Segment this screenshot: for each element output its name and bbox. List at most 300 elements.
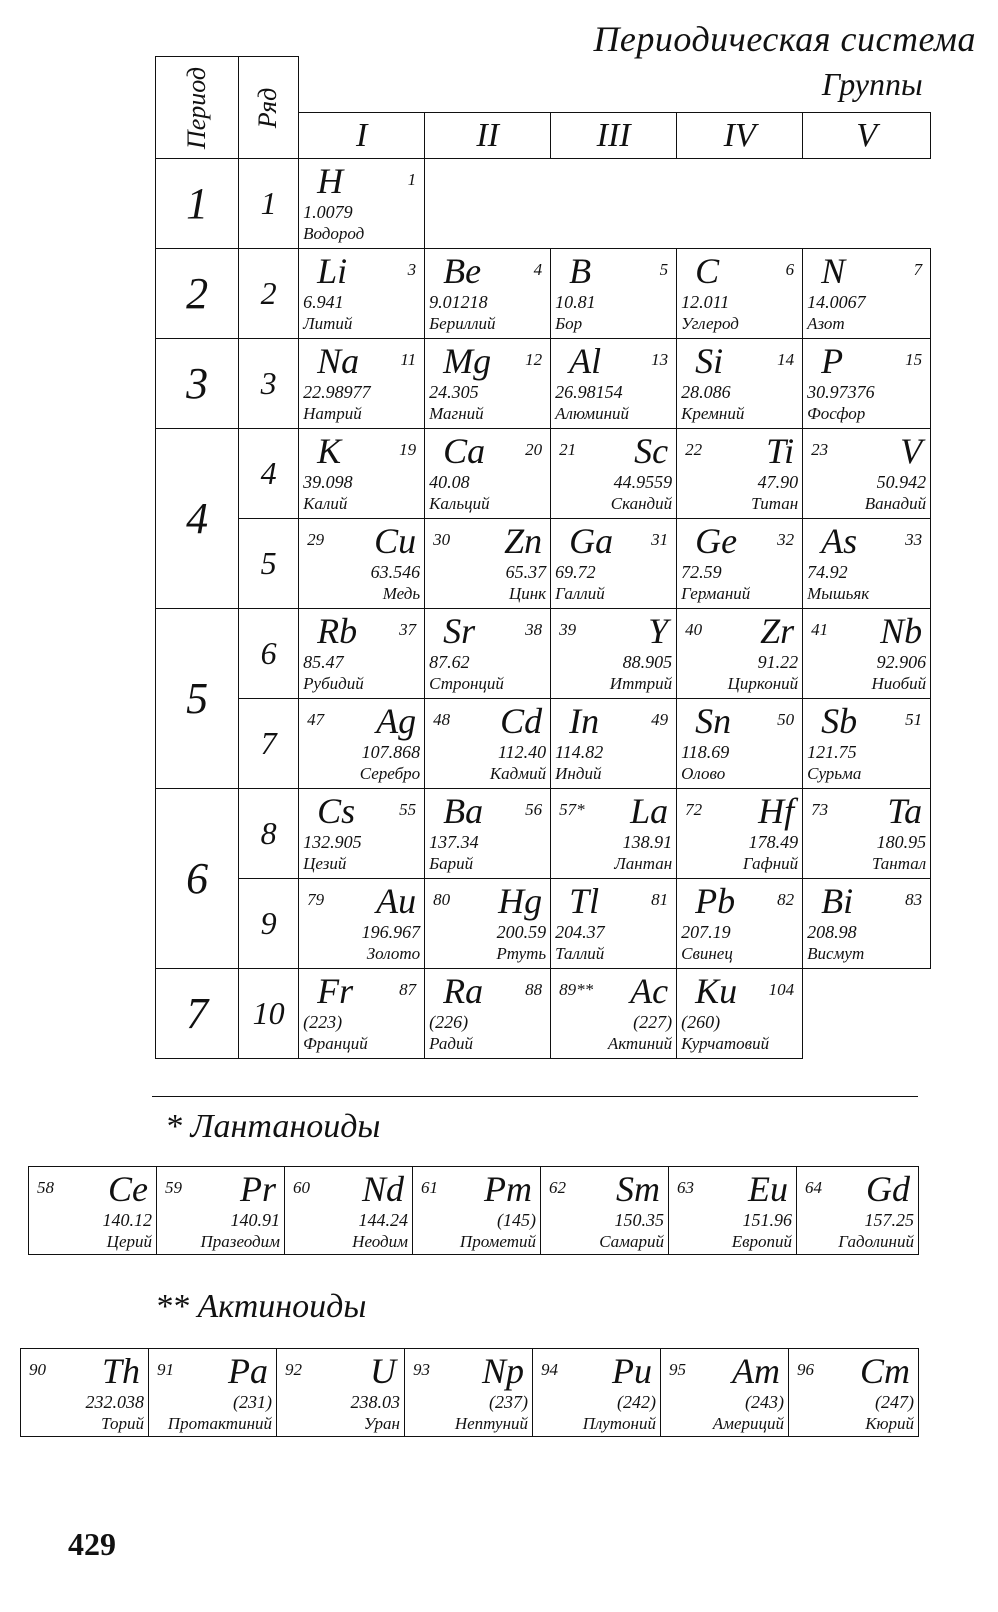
element-name: Цирконий bbox=[727, 674, 799, 693]
element-name: Титан bbox=[751, 494, 799, 513]
atomic-number: 19 bbox=[399, 440, 417, 459]
element-cell bbox=[29, 1167, 157, 1255]
element-name: Олово bbox=[681, 764, 726, 783]
element-name: Алюминий bbox=[555, 404, 630, 423]
atomic-number: 60 bbox=[293, 1178, 310, 1197]
period-number: 1 bbox=[156, 159, 239, 249]
lanthanides-title: * Лантаноиды bbox=[165, 1108, 381, 1145]
element-symbol: Pr bbox=[240, 1169, 276, 1209]
element-symbol: Th bbox=[101, 1351, 140, 1391]
period-number: 2 bbox=[156, 249, 239, 339]
atomic-mass: 72.59 bbox=[681, 562, 722, 582]
period-number: 3 bbox=[156, 339, 239, 429]
atomic-mass: 22.98977 bbox=[303, 382, 371, 402]
element-symbol: Li bbox=[317, 251, 348, 291]
element-name: Индий bbox=[555, 764, 602, 783]
element-cell bbox=[425, 699, 551, 789]
element-symbol: Eu bbox=[748, 1169, 788, 1209]
element-name: Скандий bbox=[610, 494, 673, 513]
table-row bbox=[156, 159, 931, 249]
element-symbol: Si bbox=[695, 341, 724, 381]
element-cell bbox=[21, 1349, 149, 1437]
element-cell bbox=[425, 429, 551, 519]
element-symbol: Sc bbox=[634, 431, 669, 471]
atomic-mass: 138.91 bbox=[622, 832, 673, 852]
table-row bbox=[156, 789, 931, 879]
element-name: Рубидий bbox=[303, 674, 364, 693]
atomic-mass: 30.97376 bbox=[807, 382, 875, 402]
element-symbol: Sr bbox=[443, 611, 476, 651]
element-name: Кальций bbox=[429, 494, 490, 513]
atomic-mass: 196.967 bbox=[361, 922, 421, 942]
atomic-mass: 65.37 bbox=[505, 562, 547, 582]
element-name: Бериллий bbox=[429, 314, 496, 333]
element-symbol: Zn bbox=[504, 521, 543, 561]
element-name: Ванадий bbox=[864, 494, 927, 513]
element-symbol: Gd bbox=[866, 1169, 910, 1209]
element-cell bbox=[677, 339, 803, 429]
atomic-mass: 10.81 bbox=[555, 292, 596, 312]
atomic-number: 80 bbox=[433, 890, 451, 909]
group-label: III bbox=[551, 113, 677, 159]
element-name: Натрий bbox=[303, 404, 362, 423]
element-name: Америций bbox=[712, 1414, 784, 1433]
element-symbol: Ce bbox=[108, 1169, 148, 1209]
element-cell bbox=[803, 789, 931, 879]
atomic-number: 73 bbox=[811, 800, 829, 819]
element-name: Кремний bbox=[681, 404, 745, 423]
element-cell bbox=[677, 699, 803, 789]
divider bbox=[152, 1096, 918, 1097]
period-header: Период bbox=[156, 57, 239, 159]
element-cell bbox=[299, 429, 425, 519]
element-symbol: Mg bbox=[443, 341, 492, 381]
atomic-number: 93 bbox=[413, 1360, 430, 1379]
row-number: 5 bbox=[239, 519, 299, 609]
element-cell bbox=[803, 249, 931, 339]
element-name: Водород bbox=[303, 224, 365, 243]
element-name: Плутоний bbox=[582, 1414, 656, 1433]
atomic-number: 59 bbox=[165, 1178, 182, 1197]
table-row bbox=[156, 339, 931, 429]
atomic-number: 83 bbox=[905, 890, 923, 909]
element-symbol: Na bbox=[317, 341, 360, 381]
element-name: Курчатовий bbox=[681, 1034, 770, 1053]
element-cell bbox=[425, 789, 551, 879]
atomic-mass: 69.72 bbox=[555, 562, 596, 582]
atomic-number: 23 bbox=[811, 440, 829, 459]
element-cell bbox=[425, 969, 551, 1059]
atomic-mass: 207.19 bbox=[681, 922, 731, 942]
element-name: Празеодим bbox=[200, 1232, 280, 1251]
element-symbol: Ag bbox=[376, 701, 417, 741]
atomic-mass: 26.98154 bbox=[555, 382, 623, 402]
element-symbol: Hg bbox=[498, 881, 543, 921]
atomic-mass: 107.868 bbox=[361, 742, 421, 762]
table-row bbox=[156, 879, 931, 969]
atomic-mass: 208.98 bbox=[807, 922, 857, 942]
empty-area bbox=[803, 969, 931, 1059]
table-row bbox=[156, 429, 931, 519]
element-symbol: Cs bbox=[317, 791, 356, 831]
atomic-number: 92 bbox=[285, 1360, 302, 1379]
atomic-mass: 63.546 bbox=[370, 562, 421, 582]
atomic-number: 88 bbox=[525, 980, 543, 999]
table-row bbox=[156, 609, 931, 699]
row-number: 4 bbox=[239, 429, 299, 519]
atomic-number: 6 bbox=[785, 260, 795, 279]
atomic-number: 20 bbox=[525, 440, 543, 459]
element-cell bbox=[299, 879, 425, 969]
element-symbol: Pu bbox=[612, 1351, 652, 1391]
row-number: 9 bbox=[239, 879, 299, 969]
element-name: Торий bbox=[101, 1414, 144, 1433]
element-name: Золото bbox=[366, 944, 421, 963]
element-name: Цинк bbox=[508, 584, 547, 603]
atomic-mass: 151.96 bbox=[742, 1210, 792, 1230]
element-symbol: Au bbox=[376, 881, 417, 921]
atomic-number: 48 bbox=[433, 710, 451, 729]
lanthanides-table bbox=[28, 1166, 919, 1255]
atomic-mass: 232.038 bbox=[85, 1392, 144, 1412]
element-name: Самарий bbox=[599, 1232, 664, 1251]
atomic-mass: (237) bbox=[489, 1392, 528, 1412]
atomic-mass: (242) bbox=[617, 1392, 656, 1412]
atomic-number: 51 bbox=[905, 710, 923, 729]
period-number: 7 bbox=[156, 969, 239, 1059]
element-cell bbox=[551, 969, 677, 1059]
atomic-number: 7 bbox=[913, 260, 923, 279]
element-cell bbox=[299, 789, 425, 879]
element-symbol: Nb bbox=[880, 611, 923, 651]
atomic-number: 33 bbox=[905, 530, 923, 549]
element-symbol: Ta bbox=[887, 791, 923, 831]
element-cell bbox=[551, 879, 677, 969]
element-cell bbox=[299, 699, 425, 789]
element-symbol: Tl bbox=[569, 881, 600, 921]
element-cell bbox=[677, 429, 803, 519]
element-cell bbox=[425, 609, 551, 699]
atomic-number: 50 bbox=[777, 710, 795, 729]
element-cell bbox=[677, 249, 803, 339]
atomic-mass: 132.905 bbox=[303, 832, 362, 852]
element-name: Гафний bbox=[742, 854, 799, 873]
row-number: 7 bbox=[239, 699, 299, 789]
atomic-number: 56 bbox=[525, 800, 543, 819]
element-name: Кадмий bbox=[489, 764, 547, 783]
group-label: II bbox=[425, 113, 551, 159]
atomic-mass: 1.0079 bbox=[303, 202, 353, 222]
atomic-mass: 14.0067 bbox=[807, 292, 866, 312]
element-name: Калий bbox=[303, 494, 348, 513]
element-cell bbox=[551, 699, 677, 789]
element-name: Литий bbox=[303, 314, 353, 333]
atomic-number: 62 bbox=[549, 1178, 566, 1197]
actinides-table bbox=[20, 1348, 919, 1437]
atomic-number: 40 bbox=[685, 620, 703, 639]
element-cell bbox=[299, 159, 425, 249]
atomic-mass: 74.92 bbox=[807, 562, 848, 582]
atomic-number: 5 bbox=[659, 260, 669, 279]
element-symbol: La bbox=[630, 791, 669, 831]
element-name: Стронций bbox=[429, 674, 504, 693]
atomic-mass: (231) bbox=[233, 1392, 272, 1412]
element-name: Серебро bbox=[359, 764, 421, 783]
element-symbol: Pb bbox=[695, 881, 736, 921]
element-cell bbox=[803, 609, 931, 699]
atomic-mass: 137.34 bbox=[429, 832, 479, 852]
element-symbol: N bbox=[821, 251, 846, 291]
element-cell bbox=[533, 1349, 661, 1437]
element-cell bbox=[551, 519, 677, 609]
element-name: Тантал bbox=[871, 854, 927, 873]
element-cell bbox=[299, 249, 425, 339]
periodic-table bbox=[155, 56, 931, 1059]
atomic-number: 11 bbox=[400, 350, 417, 369]
table-row bbox=[156, 969, 931, 1059]
element-symbol: Be bbox=[443, 251, 482, 291]
atomic-mass: 92.906 bbox=[876, 652, 927, 672]
element-name: Актиний bbox=[607, 1034, 673, 1053]
atomic-number: 81 bbox=[651, 890, 669, 909]
atomic-number: 63 bbox=[677, 1178, 694, 1197]
atomic-mass: 44.9559 bbox=[613, 472, 673, 492]
atomic-number: 57* bbox=[559, 800, 585, 819]
atomic-number: 61 bbox=[421, 1178, 438, 1197]
element-name: Углерод bbox=[681, 314, 739, 333]
element-symbol: U bbox=[370, 1351, 396, 1391]
atomic-number: 32 bbox=[777, 530, 795, 549]
element-symbol: Ba bbox=[443, 791, 484, 831]
row-number: 1 bbox=[239, 159, 299, 249]
element-name: Медь bbox=[382, 584, 421, 603]
atomic-mass: (145) bbox=[497, 1210, 536, 1230]
element-name: Кюрий bbox=[865, 1414, 914, 1433]
element-symbol: Rb bbox=[317, 611, 358, 651]
row-number: 8 bbox=[239, 789, 299, 879]
atomic-number: 72 bbox=[685, 800, 703, 819]
element-symbol: Nd bbox=[361, 1169, 404, 1209]
row-number: 3 bbox=[239, 339, 299, 429]
atomic-number: 49 bbox=[651, 710, 669, 729]
atomic-number: 39 bbox=[559, 620, 577, 639]
atomic-mass: 180.95 bbox=[876, 832, 927, 852]
atomic-number: 31 bbox=[651, 530, 669, 549]
element-symbol: V bbox=[900, 431, 923, 471]
atomic-mass: (260) bbox=[681, 1012, 721, 1032]
element-symbol: Np bbox=[481, 1351, 524, 1391]
element-name: Свинец bbox=[681, 944, 733, 963]
atomic-mass: 88.905 bbox=[622, 652, 673, 672]
atomic-number: 38 bbox=[525, 620, 543, 639]
atomic-number: 87 bbox=[399, 980, 417, 999]
element-name: Фосфор bbox=[807, 404, 866, 423]
element-symbol: Ku bbox=[695, 971, 738, 1011]
element-symbol: K bbox=[317, 431, 342, 471]
atomic-mass: 140.91 bbox=[230, 1210, 280, 1230]
element-name: Уран bbox=[363, 1414, 400, 1433]
element-symbol: Am bbox=[732, 1351, 780, 1391]
element-name: Неодим bbox=[352, 1232, 408, 1251]
element-cell bbox=[669, 1167, 797, 1255]
element-cell bbox=[677, 519, 803, 609]
element-cell bbox=[677, 789, 803, 879]
atomic-number: 96 bbox=[797, 1360, 814, 1379]
element-name: Таллий bbox=[555, 944, 605, 963]
element-symbol: Hf bbox=[758, 791, 795, 831]
element-cell bbox=[425, 249, 551, 339]
group-label: V bbox=[803, 113, 931, 159]
atomic-mass: 121.75 bbox=[807, 742, 857, 762]
element-symbol: As bbox=[821, 521, 858, 561]
element-cell bbox=[299, 969, 425, 1059]
atomic-mass: 238.03 bbox=[350, 1392, 400, 1412]
atomic-mass: 204.37 bbox=[555, 922, 605, 942]
atomic-number: 22 bbox=[685, 440, 703, 459]
atomic-mass: 178.49 bbox=[748, 832, 799, 852]
element-cell bbox=[803, 699, 931, 789]
element-symbol: Ac bbox=[630, 971, 669, 1011]
table-row bbox=[156, 519, 931, 609]
row-number: 10 bbox=[239, 969, 299, 1059]
element-name: Висмут bbox=[807, 944, 865, 963]
atomic-mass: 114.82 bbox=[555, 742, 604, 762]
element-symbol: Zr bbox=[760, 611, 795, 651]
element-symbol: C bbox=[695, 251, 720, 291]
atomic-number: 29 bbox=[307, 530, 325, 549]
element-name: Лантан bbox=[614, 854, 673, 873]
element-cell bbox=[299, 339, 425, 429]
element-symbol: Ti bbox=[766, 431, 795, 471]
atomic-mass: (243) bbox=[745, 1392, 784, 1412]
atomic-number: 21 bbox=[559, 440, 577, 459]
atomic-mass: 50.942 bbox=[876, 472, 927, 492]
element-name: Церий bbox=[106, 1232, 152, 1251]
atomic-mass: 118.69 bbox=[681, 742, 730, 762]
element-symbol: Ge bbox=[695, 521, 738, 561]
atomic-number: 82 bbox=[777, 890, 795, 909]
atomic-mass: 157.25 bbox=[864, 1210, 914, 1230]
atomic-number: 15 bbox=[905, 350, 923, 369]
element-symbol: Al bbox=[569, 341, 602, 381]
element-name: Радий bbox=[429, 1034, 473, 1053]
element-cell bbox=[149, 1349, 277, 1437]
element-cell bbox=[277, 1349, 405, 1437]
period-number: 5 bbox=[156, 609, 239, 789]
element-name: Прометий bbox=[459, 1232, 536, 1251]
element-cell bbox=[551, 429, 677, 519]
element-name: Ниобий bbox=[871, 674, 927, 693]
page-title: Периодическая система bbox=[593, 19, 976, 59]
element-cell bbox=[405, 1349, 533, 1437]
atomic-mass: 200.59 bbox=[496, 922, 547, 942]
atomic-mass: 150.35 bbox=[614, 1210, 664, 1230]
element-cell bbox=[677, 609, 803, 699]
atomic-mass: 9.01218 bbox=[429, 292, 488, 312]
element-cell bbox=[803, 429, 931, 519]
atomic-mass: (226) bbox=[429, 1012, 469, 1032]
atomic-mass: (223) bbox=[303, 1012, 343, 1032]
atomic-mass: 140.12 bbox=[102, 1210, 152, 1230]
atomic-number: 104 bbox=[768, 980, 795, 999]
atomic-number: 30 bbox=[433, 530, 451, 549]
atomic-mass: 47.90 bbox=[757, 472, 799, 492]
element-cell bbox=[661, 1349, 789, 1437]
empty-area bbox=[425, 159, 931, 249]
element-cell bbox=[789, 1349, 919, 1437]
atomic-mass: 28.086 bbox=[681, 382, 731, 402]
table-row bbox=[156, 249, 931, 339]
element-name: Мышьяк bbox=[807, 584, 870, 603]
element-cell bbox=[551, 609, 677, 699]
atomic-mass: 144.24 bbox=[358, 1210, 408, 1230]
element-name: Бор bbox=[555, 314, 583, 333]
atomic-number: 55 bbox=[399, 800, 417, 819]
element-cell bbox=[803, 879, 931, 969]
atomic-mass: 112.40 bbox=[497, 742, 547, 762]
atomic-number: 64 bbox=[805, 1178, 822, 1197]
element-cell bbox=[541, 1167, 669, 1255]
element-symbol: Ra bbox=[443, 971, 484, 1011]
element-name: Нептуний bbox=[454, 1414, 528, 1433]
element-symbol: Pa bbox=[228, 1351, 268, 1391]
element-symbol: In bbox=[569, 701, 600, 741]
atomic-mass: 39.098 bbox=[303, 472, 353, 492]
element-name: Протактиний bbox=[167, 1414, 272, 1433]
atomic-number: 13 bbox=[651, 350, 669, 369]
atomic-number: 91 bbox=[157, 1360, 174, 1379]
element-symbol: Bi bbox=[821, 881, 854, 921]
atomic-mass: 6.941 bbox=[303, 292, 344, 312]
atomic-number: 47 bbox=[307, 710, 325, 729]
element-name: Европий bbox=[731, 1232, 792, 1251]
atomic-number: 89** bbox=[559, 980, 594, 999]
atomic-mass: (247) bbox=[875, 1392, 914, 1412]
element-cell bbox=[551, 339, 677, 429]
atomic-number: 14 bbox=[777, 350, 795, 369]
atomic-mass: 12.011 bbox=[681, 292, 730, 312]
atomic-mass: 24.305 bbox=[429, 382, 479, 402]
element-cell bbox=[299, 609, 425, 699]
element-cell bbox=[157, 1167, 285, 1255]
element-name: Германий bbox=[681, 584, 751, 603]
element-symbol: Cm bbox=[859, 1351, 910, 1391]
group-label: IV bbox=[677, 113, 803, 159]
atomic-mass: 91.22 bbox=[757, 652, 799, 672]
element-cell bbox=[299, 519, 425, 609]
element-name: Иттрий bbox=[609, 674, 673, 693]
atomic-mass: 40.08 bbox=[429, 472, 470, 492]
element-name: Ртуть bbox=[496, 944, 547, 963]
element-cell bbox=[413, 1167, 541, 1255]
element-name: Цезий bbox=[303, 854, 347, 873]
element-symbol: Ga bbox=[569, 521, 614, 561]
element-cell bbox=[677, 879, 803, 969]
atomic-mass: 85.47 bbox=[303, 652, 344, 672]
atomic-number: 90 bbox=[29, 1360, 46, 1379]
atomic-number: 12 bbox=[525, 350, 543, 369]
actinides-title: ** Актиноиды bbox=[155, 1288, 367, 1325]
element-name: Магний bbox=[429, 404, 484, 423]
element-name: Франций bbox=[303, 1034, 368, 1053]
element-symbol: Sm bbox=[616, 1169, 660, 1209]
group-label: I bbox=[299, 113, 425, 159]
groups-header: Группы bbox=[299, 57, 931, 113]
element-name: Барий bbox=[429, 854, 474, 873]
element-symbol: Pm bbox=[484, 1169, 532, 1209]
element-name: Сурьма bbox=[807, 764, 862, 783]
atomic-number: 94 bbox=[541, 1360, 558, 1379]
